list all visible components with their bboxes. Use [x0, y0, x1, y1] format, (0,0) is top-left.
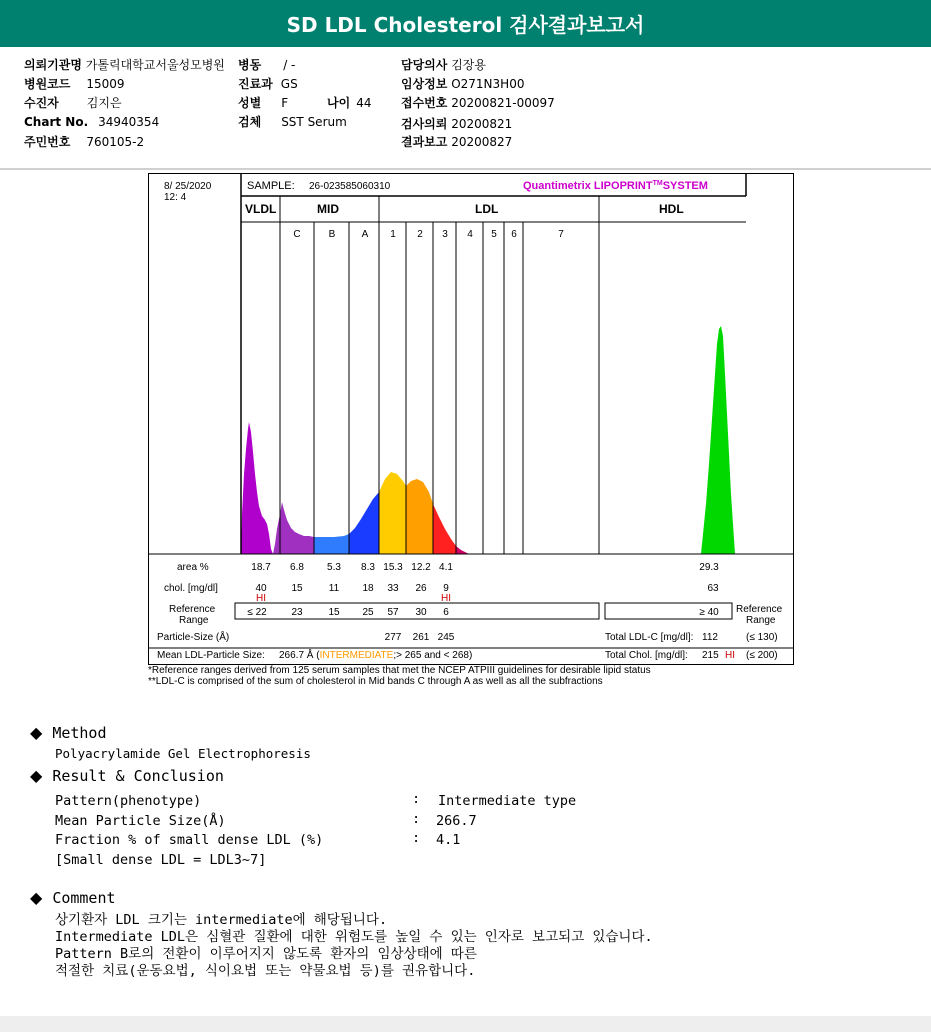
comment-line-1: 상기환자 LDL 크기는 intermediate에 해당됩니다. [55, 912, 388, 928]
chol-vldl: 40 [255, 583, 267, 594]
info-sex: 성별 F [238, 96, 289, 110]
area-ldl2: 12.2 [411, 562, 431, 573]
row-ps-label: Particle-Size (Å) [157, 632, 230, 643]
total-chol-ref: (≤ 200) [746, 650, 778, 661]
result-label-pattern: Pattern(phenotype) [55, 793, 202, 809]
report-title-bar [0, 0, 931, 47]
info-resident-no: 주민번호 760105-2 [24, 135, 145, 149]
band-c: C [293, 229, 301, 240]
method-text: Polyacrylamide Gel Electrophoresis [55, 746, 311, 761]
total-ldl-label: Total LDL-C [mg/dl]: [605, 632, 694, 643]
hi-flag-vldl: HI [256, 593, 266, 604]
result-value-fraction: 4.1 [436, 832, 461, 848]
ps-ldl3: 245 [437, 632, 455, 643]
result-colon-2: : [412, 811, 421, 827]
band-labels [293, 229, 564, 240]
midb-peak [314, 534, 349, 554]
group-hdl: HDL [659, 202, 684, 216]
ps-ldl1: 277 [384, 632, 402, 643]
lipoprint-report [148, 173, 794, 665]
comment-line-3: Pattern B로의 전환이 이루어지지 않도록 환자의 임상상태에 따른 [55, 946, 477, 962]
vldl-peak [241, 422, 273, 554]
group-mid: MID [317, 202, 339, 216]
info-age: 나이 44 [327, 96, 372, 110]
bottom-bar [0, 1016, 931, 1032]
diamond-icon: ◆ [30, 723, 43, 742]
brand-text: Quantimetrix LIPOPRINT™SYSTEM [523, 180, 708, 192]
band-5: 5 [491, 229, 497, 240]
info-report-date: 결과보고 20200827 [401, 135, 513, 149]
chol-hdl: 63 [707, 583, 719, 594]
area-ldl1: 15.3 [383, 562, 403, 573]
total-chol-hi-flag: HI [725, 650, 735, 661]
ref-right-label-1: Reference [736, 604, 783, 615]
diamond-icon: ◆ [30, 766, 43, 785]
info-specimen: 검체 SST Serum [238, 115, 347, 129]
chol-ldl1: 33 [387, 583, 399, 594]
comment-line-4: 적절한 치료(운동요법, 식이요법 또는 약물요법 등)를 권유합니다. [55, 963, 476, 979]
chol-b: 11 [328, 583, 340, 594]
ref-ldl2: 30 [415, 607, 427, 618]
sample-id: 26-023585060310 [309, 181, 391, 192]
total-chol-label: Total Chol. [mg/dl]: [605, 650, 688, 661]
chol-ldl2: 26 [415, 583, 427, 594]
ldl4-peak [456, 546, 469, 554]
info-doctor: 담당의사 김장용 [401, 58, 486, 72]
mida-peak [349, 492, 379, 554]
area-a: 8.3 [361, 562, 375, 573]
ref-hdl: ≥ 40 [699, 607, 719, 618]
band-4: 4 [467, 229, 473, 240]
result-note: [Small dense LDL = LDL3~7] [55, 852, 267, 868]
total-ldl-value: 112 [702, 632, 718, 643]
band-a: A [361, 229, 369, 240]
comment-heading: ◆ Comment [30, 888, 116, 907]
band-6: 6 [511, 229, 517, 240]
report-time: 12: 4 [164, 192, 187, 203]
ldl3-peak [433, 504, 456, 554]
area-b: 5.3 [327, 562, 341, 573]
result-value-size: 266.7 [436, 813, 477, 829]
result-value-pattern: Intermediate type [438, 793, 577, 809]
result-label-fraction: Fraction % of small dense LDL (%) [55, 832, 324, 848]
ps-ldl2: 261 [412, 632, 430, 643]
ldl1-peak [379, 472, 406, 554]
ldl2-peak [406, 479, 433, 554]
footnote-1: *Reference ranges derived from 125 serum samples that met the NCEP ATPIII guidelines for desirable lipid status [148, 665, 651, 676]
row-mean-label: Mean LDL-Particle Size: [157, 650, 265, 661]
band-2: 2 [417, 229, 423, 240]
area-hdl: 29.3 [699, 562, 719, 573]
row-ref-label-2: Range [179, 615, 209, 626]
row-ref-label-1: Reference [169, 604, 216, 615]
total-chol-value: 215 [702, 650, 719, 661]
midc-peak [273, 502, 314, 554]
hi-flag-ldl3: HI [441, 593, 451, 604]
band-1: 1 [390, 229, 396, 240]
info-chart-no: Chart No. 34940354 [24, 115, 160, 129]
total-ldl-ref: (≤ 130) [746, 632, 778, 643]
chol-c: 15 [291, 583, 303, 594]
report-title: SD LDL Cholesterol 검사결과보고서 [286, 13, 645, 37]
info-patient: 수진자 김지은 [24, 96, 122, 110]
ref-ldl1: 57 [387, 607, 399, 618]
ref-c: 23 [291, 607, 303, 618]
result-colon-3: : [412, 830, 421, 846]
comment-line-2: Intermediate LDL은 심혈관 질환에 대한 위험도를 높일 수 있는 인자로 보고되고 있습니다. [55, 929, 653, 945]
result-heading: ◆ Result & Conclusion [30, 766, 224, 785]
ref-b: 15 [328, 607, 340, 618]
info-institution: 의뢰기관명 가톨릭대학교서울성모병원 [24, 58, 225, 72]
mean-ldl-size: 266.7 Å (INTERMEDIATE;> 265 and < 268) [279, 650, 473, 661]
footnote-2: **LDL-C is comprised of the sum of cholesterol in Mid bands C through A as well as all the subfractions [148, 676, 603, 687]
info-ward: 병동 / - [238, 58, 296, 72]
info-request-date: 검사의뢰 20200821 [401, 117, 513, 131]
ref-a: 25 [362, 607, 374, 618]
row-area-label: area % [177, 562, 209, 573]
area-vldl: 18.7 [251, 562, 271, 573]
ref-right-label-2: Range [746, 615, 776, 626]
result-label-size: Mean Particle Size(Å) [55, 813, 226, 829]
chol-ldl3: 9 [443, 583, 449, 594]
ref-vldl: ≤ 22 [247, 607, 267, 618]
group-vldl: VLDL [245, 202, 277, 216]
band-b: B [328, 229, 336, 240]
area-ldl3: 4.1 [439, 562, 453, 573]
chol-a: 18 [362, 583, 374, 594]
ref-ldl3: 6 [443, 607, 449, 618]
info-hospital-code: 병원코드 15009 [24, 77, 125, 91]
band-3: 3 [442, 229, 448, 240]
sample-label: SAMPLE: [247, 180, 295, 192]
info-clinical: 임상정보 O271N3H00 [401, 77, 525, 91]
row-chol-label: chol. [mg/dl] [164, 583, 218, 594]
hdl-peak [701, 326, 735, 554]
result-colon-1: : [412, 791, 421, 807]
diamond-icon: ◆ [30, 888, 43, 907]
band-7: 7 [558, 229, 564, 240]
info-department: 진료과 GS [238, 77, 298, 91]
report-date: 8/ 25/2020 [164, 181, 212, 192]
header-separator [0, 168, 931, 170]
area-c: 6.8 [290, 562, 304, 573]
group-ldl: LDL [475, 202, 499, 216]
lipoprint-graph [149, 174, 793, 664]
method-heading: ◆ Method [30, 723, 107, 742]
info-accession: 접수번호 20200821-00097 [401, 96, 555, 110]
